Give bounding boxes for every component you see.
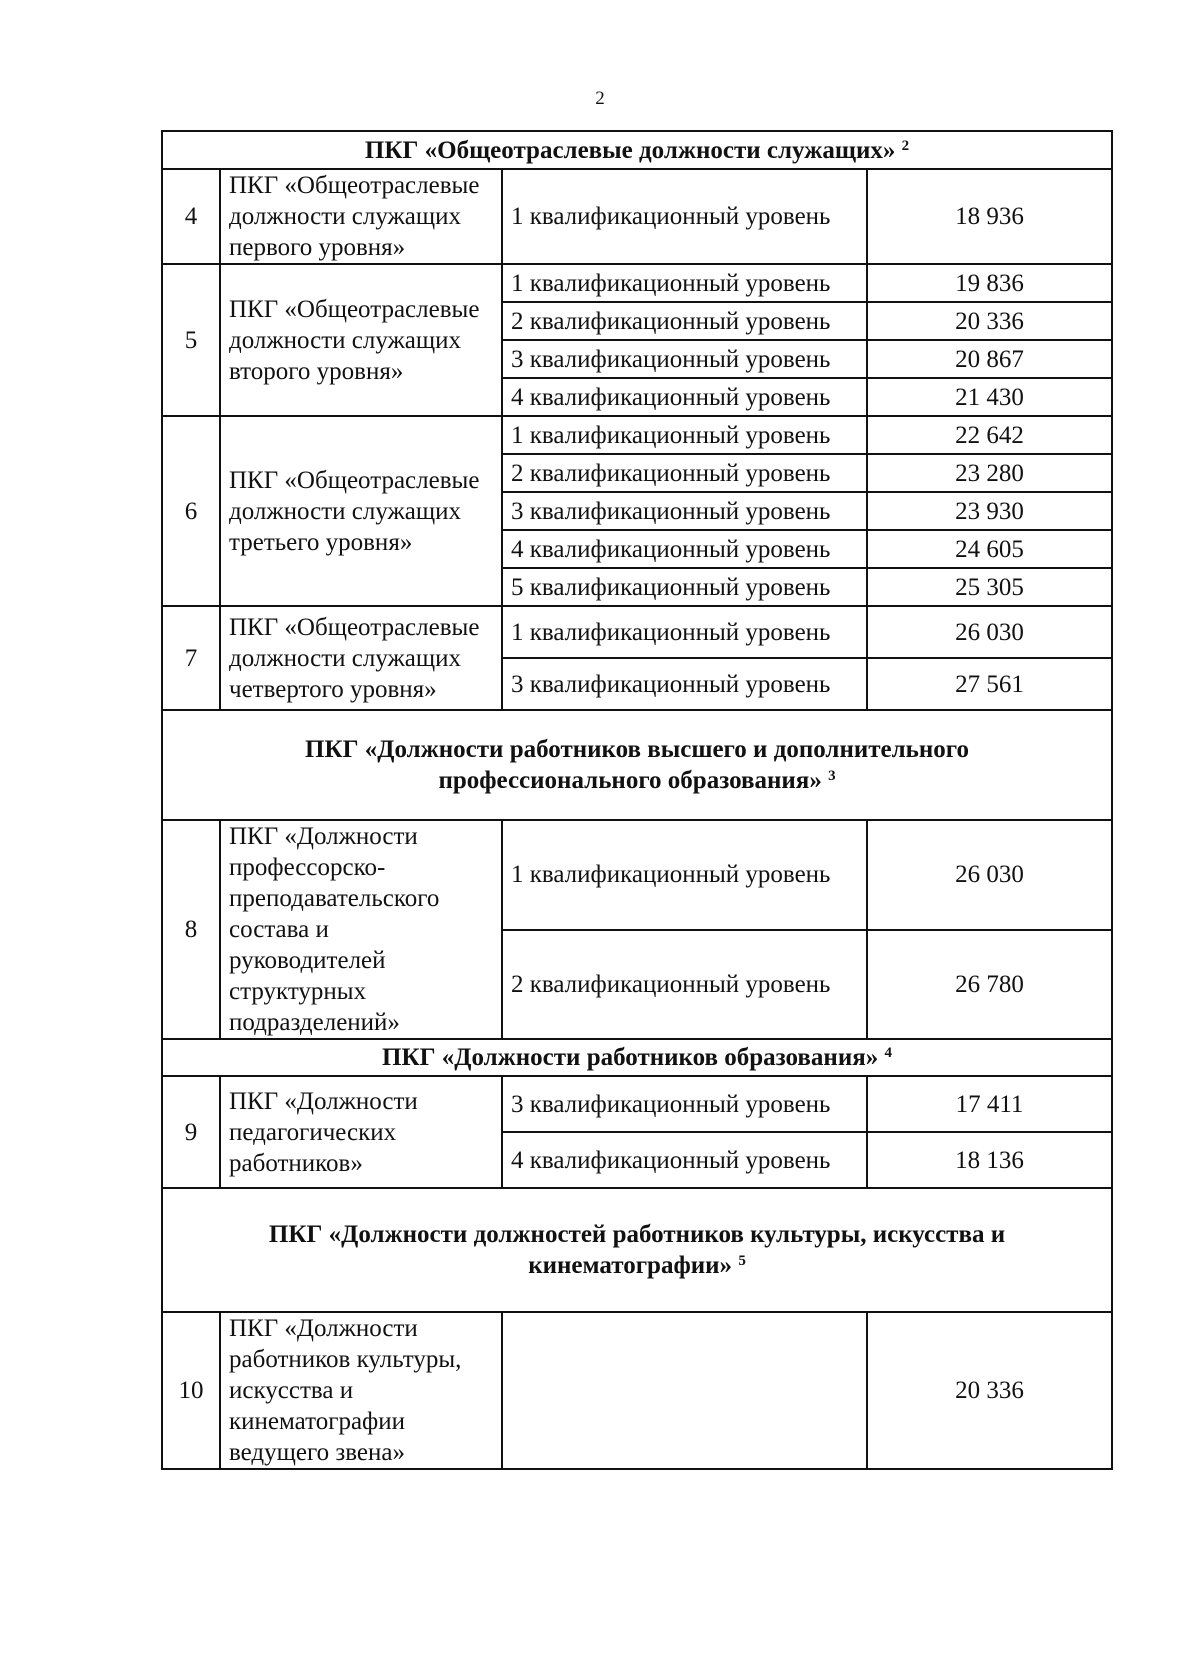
group-name: ПКГ «Общеотраслевые должности служащих четвертого уровня»: [220, 606, 502, 710]
salary-value: 23 930: [867, 492, 1112, 530]
salary-value: 19 836: [867, 264, 1112, 302]
group-name: ПКГ «Общеотраслевые должности служащих первого уровня»: [220, 169, 502, 264]
footnote-marker: 5: [738, 1253, 746, 1269]
qualification-level: 3 квалификационный уровень: [502, 340, 867, 378]
qualification-level: 4 квалификационный уровень: [502, 378, 867, 416]
section-title: ПКГ «Общеотраслевые должности служащих» $^2$: [162, 131, 1112, 169]
row-number: 7: [162, 606, 220, 710]
section-title: ПКГ «Должности работников высшего и дополнительного профессионального образования» $^3$: [162, 710, 1112, 820]
salary-value: 21 430: [867, 378, 1112, 416]
qualification-level: 2 квалификационный уровень: [502, 930, 867, 1040]
table-row: [162, 1076, 1112, 1132]
salary-value: 27 561: [867, 658, 1112, 710]
footnote-marker: 2: [901, 137, 910, 154]
group-name: ПКГ «Должности педагогических работников»: [220, 1076, 502, 1188]
group-name: ПКГ «Должности профессорско- преподавательского состава и руководителей структурных подразделений»: [220, 820, 502, 1039]
group-name: ПКГ «Общеотраслевые должности служащих третьего уровня»: [220, 416, 502, 606]
qualification-level: 1 квалификационный уровень: [502, 264, 867, 302]
row-number: 10: [162, 1312, 220, 1469]
section-header-row: [162, 131, 1112, 169]
salary-value: 18 936: [867, 169, 1112, 264]
qualification-level: 3 квалификационный уровень: [502, 492, 867, 530]
footnote-marker: 4: [884, 1045, 893, 1061]
salary-value: 20 867: [867, 340, 1112, 378]
salary-value: 26 780: [867, 930, 1112, 1040]
row-number: 9: [162, 1076, 220, 1188]
table-row: [162, 264, 1112, 302]
salary-value: 26 030: [867, 606, 1112, 658]
row-number: 6: [162, 416, 220, 606]
salary-value: 20 336: [867, 302, 1112, 340]
qualification-level: 2 квалификационный уровень: [502, 302, 867, 340]
salary-table: [161, 130, 1113, 1470]
salary-value: 18 136: [867, 1132, 1112, 1188]
salary-value: 25 305: [867, 568, 1112, 606]
row-number: 4: [162, 169, 220, 264]
salary-value: 24 605: [867, 530, 1112, 568]
table-row: [162, 416, 1112, 454]
row-number: 8: [162, 820, 220, 1039]
salary-value: 17 411: [867, 1076, 1112, 1132]
page-number: 2: [595, 88, 605, 109]
qualification-level: 5 квалификационный уровень: [502, 568, 867, 606]
section-header-row: [162, 710, 1112, 820]
section-title: ПКГ «Должности работников образования» $^4$: [162, 1039, 1112, 1076]
section-header-row: [162, 1039, 1112, 1076]
salary-value: 22 642: [867, 416, 1112, 454]
qualification-level: 1 квалификационный уровень: [502, 606, 867, 658]
row-number: 5: [162, 264, 220, 416]
qualification-level: 1 квалификационный уровень: [502, 820, 867, 930]
salary-value: 20 336: [867, 1312, 1112, 1469]
salary-value: 23 280: [867, 454, 1112, 492]
group-name: ПКГ «Должности работников культуры, искусства и кинематографии ведущего звена»: [220, 1312, 502, 1469]
table-row: [162, 1312, 1112, 1469]
qualification-level: 3 квалификационный уровень: [502, 1076, 867, 1132]
table-row: [162, 820, 1112, 930]
qualification-level: 2 квалификационный уровень: [502, 454, 867, 492]
qualification-level: 1 квалификационный уровень: [502, 169, 867, 264]
qualification-level: [502, 1312, 867, 1469]
qualification-level: 3 квалификационный уровень: [502, 658, 867, 710]
footnote-marker: 3: [828, 768, 836, 784]
table-row: [162, 606, 1112, 658]
group-name: ПКГ «Общеотраслевые должности служащих второго уровня»: [220, 264, 502, 416]
qualification-level: 1 квалификационный уровень: [502, 416, 867, 454]
qualification-level: 4 квалификационный уровень: [502, 530, 867, 568]
qualification-level: 4 квалификационный уровень: [502, 1132, 867, 1188]
section-header-row: [162, 1188, 1112, 1312]
table-row: [162, 169, 1112, 264]
section-title: ПКГ «Должности должностей работников культуры, искусства и кинематографии» $^5$: [162, 1188, 1112, 1312]
salary-value: 26 030: [867, 820, 1112, 930]
